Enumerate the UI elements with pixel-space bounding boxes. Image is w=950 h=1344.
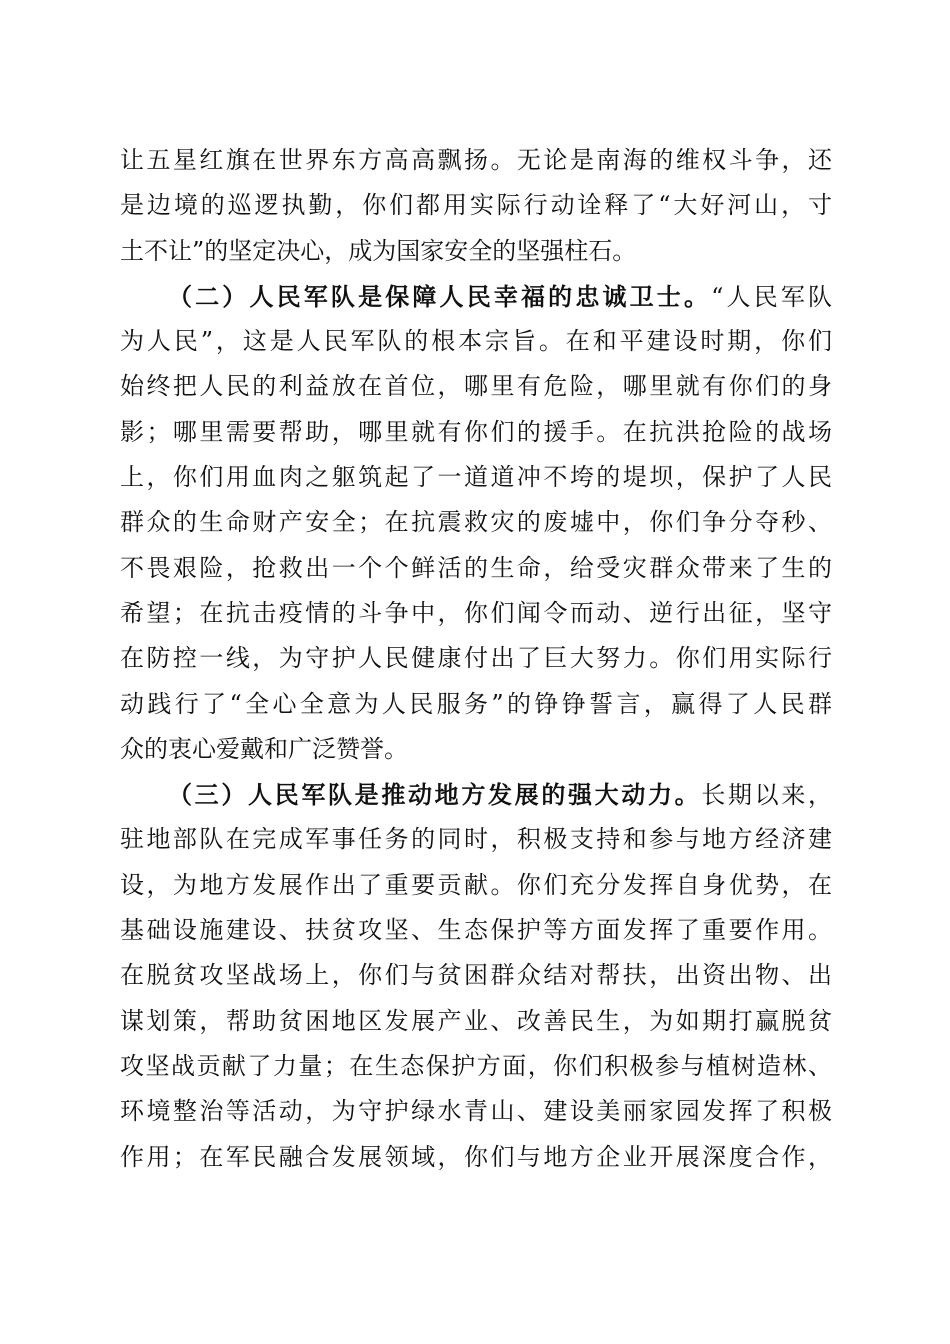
paragraph-2-line-3: 始终把人民的利益放在首位，哪里有危险，哪里就有你们的身 [120,372,832,401]
paragraph-2-first-line [120,274,832,319]
paragraph-3-line-2: 驻地部队在完成军事任务的同时，积极支持和参与地方经济建 [120,825,832,854]
paragraph-3-first-line [120,772,832,817]
section-heading-2: （二）人民军队是保障人民幸福的忠诚卫士。 [168,281,712,311]
paragraph-2-line-2: 为人民”，这是人民军队的根本宗旨。在和平建设时期，你们 [120,327,832,356]
paragraph-1-line-1: 让五星红旗在世界东方高高飘扬。无论是南海的维权斗争，还 [120,146,832,174]
paragraph-1-line-2: 是边境的巡逻执勤，你们都用实际行动诠释了“大好河山，寸 [120,191,832,220]
paragraph-3-line-4: 基础设施建设、扶贫攻坚、生态保护等方面发挥了重要作用。 [120,916,832,945]
paragraph-2-line-5: 上，你们用血肉之躯筑起了一道道冲不垮的堤坝，保护了人民 [120,463,832,492]
paragraph-3-line-5: 在脱贫攻坚战场上，你们与贫困群众结对帮扶，出资出物、出 [120,961,832,990]
paragraph-3-first-line-rest: 长期以来， [701,781,832,810]
paragraph-3-line-9: 作用；在军民融合发展领域，你们与地方企业开展深度合作， [120,1142,832,1171]
paragraph-2-first-line-rest: “人民军队 [711,282,832,311]
paragraph-2-line-4: 影；哪里需要帮助，哪里就有你们的援手。在抗洪抢险的战场 [120,417,832,446]
paragraph-2-line-6: 群众的生命财产安全；在抗震救灾的废墟中，你们争分夺秒、 [120,508,832,537]
paragraph-3-line-6: 谋划策，帮助贫困地区发展产业、改善民生，为如期打赢脱贫 [120,1006,832,1035]
paragraph-3-line-7: 攻坚战贡献了力量；在生态保护方面，你们积极参与植树造林、 [120,1051,832,1080]
paragraph-2-line-7: 不畏艰险，抢救出一个个鲜活的生命，给受灾群众带来了生的 [120,553,832,582]
document-body [120,138,832,1180]
paragraph-2-line-10: 动践行了“全心全意为人民服务”的铮铮誓言，赢得了人民群 [120,689,832,718]
paragraph-1-line-3: 土不让”的坚定决心，成为国家安全的坚强柱石。 [120,236,637,265]
paragraph-2-line-9: 在防控一线，为守护人民健康付出了巨大努力。你们用实际行 [120,644,832,673]
paragraph-3-line-3: 设，为地方发展作出了重要贡献。你们充分发挥自身优势，在 [120,870,832,899]
section-heading-3: （三）人民军队是推动地方发展的强大动力。 [168,780,702,810]
paragraph-2-line-11: 众的衷心爱戴和广泛赞誉。 [120,734,408,763]
paragraph-3-line-8: 环境整治等活动，为守护绿水青山、建设美丽家园发挥了积极 [120,1097,832,1126]
paragraph-2-line-8: 希望；在抗击疫情的斗争中，你们闻令而动、逆行出征，坚守 [120,598,832,627]
